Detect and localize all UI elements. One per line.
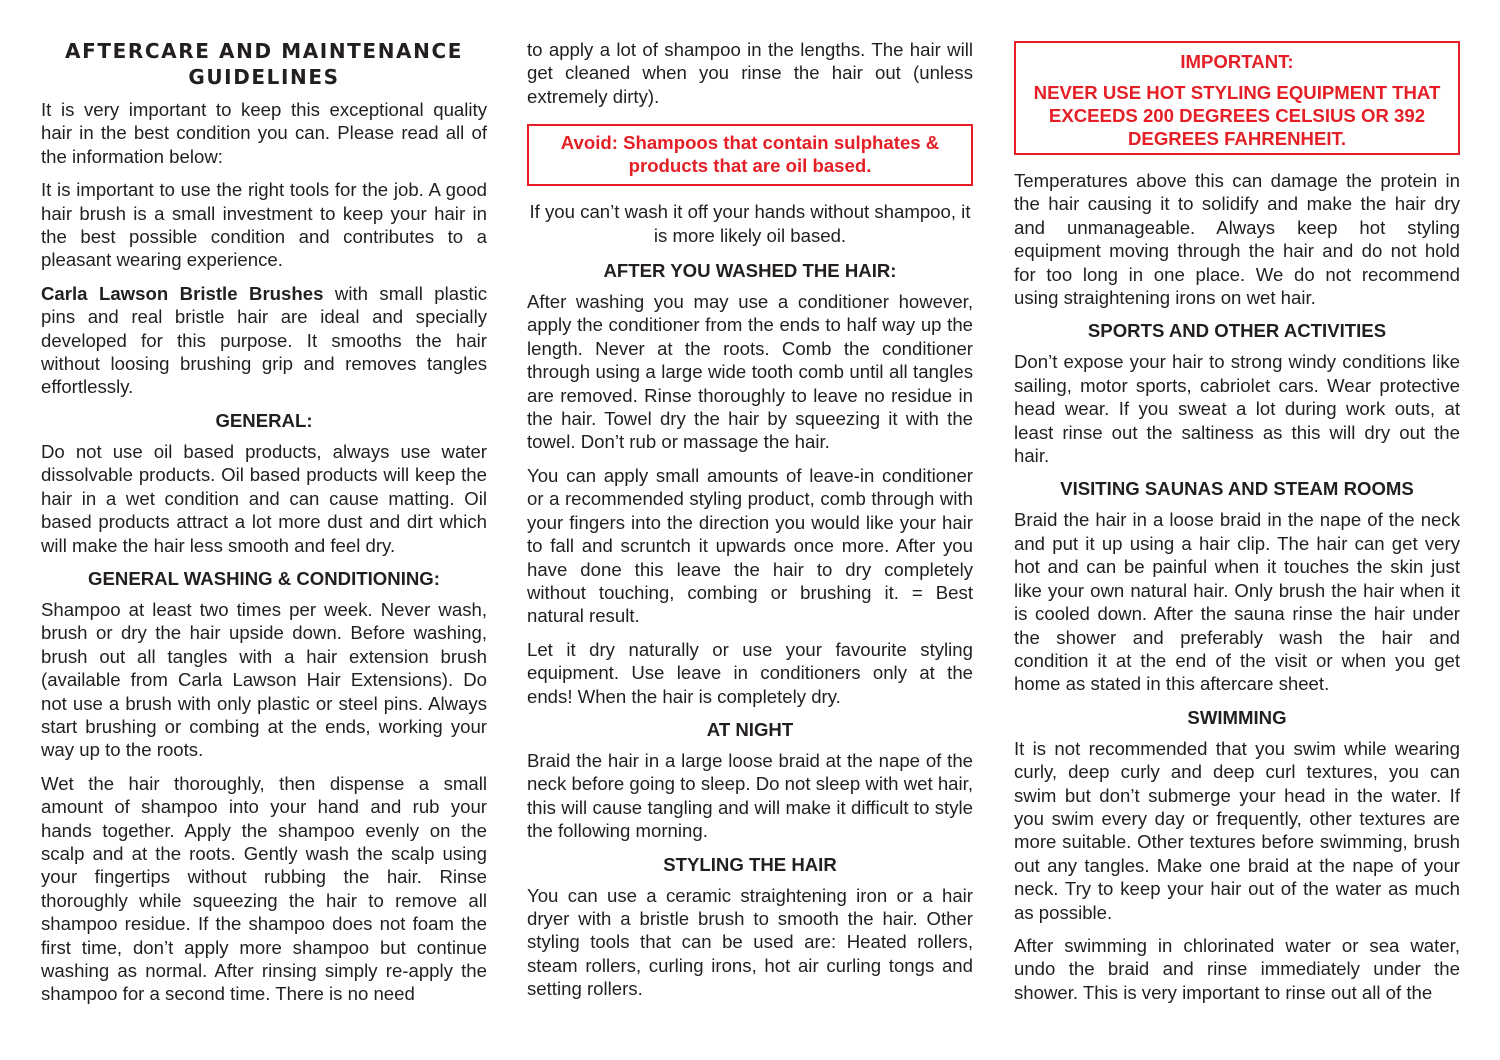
washing-paragraph: Shampoo at least two times per week. Never wash, brush or dry the hair upside down. Before washing, brush out all tangles with a hair extension brush (available from Carla Lawson Hair Extensions). Do not use a brush with only plastic or steel pins. Always start brushing or combing at the ends, working your way up to the roots.	[41, 598, 487, 761]
sauna-paragraph: Braid the hair in a loose braid in the nape of the neck and put it up using a hair clip. The hair can get very hot and can be painful when it touches the skin just like your own natural hair. Only brush the hair when it is cooled down. After the sauna rinse the hair under the shower and preferably wash the hair and condition it at the end of the visit or when you get home as stated in this aftercare sheet.	[1014, 509, 1460, 695]
sports-paragraph: Don’t expose your hair to strong windy conditions like sailing, motor sports, cabriolet cars. Wear protective head wear. If you sweat a lot during work outs, at least rinse out the saltiness as this will dry out the hair.	[1014, 351, 1460, 467]
sports-heading: SPORTS AND OTHER ACTIVITIES	[1087, 320, 1387, 342]
important-warning-box	[1014, 41, 1460, 155]
after-swim-paragraph: After swimming in chlorinated water or sea water, undo the braid and rinse immediately under the shower. This is very important to rinse out all of the	[1014, 934, 1460, 1003]
at-night-paragraph: Braid the hair in a large loose braid at the nape of the neck before going to sleep. Do not sleep with wet hair, this will cause tangling and will make it difficult to style the following morning.	[527, 749, 973, 842]
avoid-warning-box: Avoid: Shampoos that contain sulphates & products that are oil based.	[527, 124, 973, 186]
brushes-description: with small plastic pins and real bristle hair are ideal and specially developed for this purpose. It smooths the hair without loosing brushing grip and removes tangles effortlessly.	[41, 282, 487, 398]
sauna-heading: VISITING SAUNAS AND STEAM ROOMS	[1060, 478, 1414, 500]
column-3	[1014, 41, 1460, 1014]
leave-in-paragraph: You can apply small amounts of leave-in conditioner or a recommended styling product, comb through with your fingers into the direction you would like your hair to fall and scruntch it upwards once more. After you have done this leave the hair to dry completely without touching, combing or brushing it. = Best natural result.	[527, 464, 973, 627]
washing-heading: GENERAL WASHING & CONDITIONING:	[88, 567, 440, 589]
page-title: AFTERCARE AND MAINTENANCE GUIDELINES	[65, 39, 463, 89]
shampoo-continued-paragraph: to apply a lot of shampoo in the lengths. The hair will get cleaned when you rinse the hair out (unless extremely dirty).	[527, 39, 973, 107]
styling-heading: STYLING THE HAIR	[663, 853, 837, 875]
styling-paragraph: You can use a ceramic straightening iron or a hair dryer with a bristle brush to smooth the hair. Other styling tools that can be used are: Heated rollers, steam rollers, curling irons, hot air curling tongs and setting rollers.	[527, 884, 973, 1000]
general-heading: GENERAL:	[215, 409, 313, 431]
important-text: NEVER USE HOT STYLING EQUIPMENT THAT EXCEEDS 200 DEGREES CELSIUS OR 392 DEGREES FAHRENHEIT.	[1033, 82, 1441, 149]
temperature-paragraph: Temperatures above this can damage the protein in the hair causing it to solidify and make the hair dry and unmanageable. Always keep hot styling equipment moving through the hair and do not hold for too long in one place. We do not recommend using straightening irons on wet hair.	[1014, 170, 1460, 309]
wet-hair-paragraph: Wet the hair thoroughly, then dispense a small amount of shampoo into your hand and rub your hands together. Apply the shampoo evenly on the scalp and at the roots. Gently wash the scalp using your fingertips without rubbing the hair. Rinse thoroughly while squeezing the hair to remove all shampoo residue. If the shampoo does not foam the first time, don’t apply more shampoo but continue washing as normal. After rinsing simply re-apply the shampoo for a second time. There is no need	[41, 772, 487, 1005]
intro-paragraph: It is very important to keep this exceptional quality hair in the best condition you can. Please read all of the information below:	[41, 99, 487, 167]
drying-paragraph: Let it dry naturally or use your favourite styling equipment. Use leave in conditioners only at the ends! When the hair is completely dry.	[527, 638, 973, 707]
column-2	[527, 38, 973, 1011]
swimming-heading: SWIMMING	[1187, 706, 1287, 728]
column-1	[41, 38, 487, 1016]
after-washing-heading: AFTER YOU WASHED THE HAIR:	[603, 260, 897, 282]
brushes-brand-name: Carla Lawson Bristle Brushes	[41, 282, 324, 304]
after-washing-paragraph: After washing you may use a conditioner however, apply the conditioner from the ends to half way up the length. Never at the roots. Comb the conditioner through using a large wide tooth comb until all tangles are removed. Rinse thoroughly to leave no residue in the hair. Towel dry the hair by squeezing it with the towel. Don’t rub or massage the hair.	[527, 291, 973, 453]
general-paragraph: Do not use oil based products, always use water dissolvable products. Oil based products will keep the hair in a wet condition and can cause matting. Oil based products attract a lot more dust and dirt which will make the hair less smooth and feel dry.	[41, 440, 487, 556]
tools-paragraph: It is important to use the right tools for the job. A good hair brush is a small investment to keep your hair in the best possible condition and contributes to a pleasant wearing experience.	[41, 179, 487, 271]
oil-note-paragraph: If you can’t wash it off your hands without shampoo, it is more likely oil based.	[529, 201, 971, 246]
at-night-heading: AT NIGHT	[706, 718, 794, 740]
brushes-paragraph	[41, 282, 487, 399]
swimming-paragraph: It is not recommended that you swim while wearing curly, deep curly and deep curl textures, you can swim but don’t submerge your head in the water. If you swim every day or frequently, other textures are more suitable. Other textures before swimming, brush out any tangles. Make one braid at the nape of your neck. Try to keep your hair out of the water as much as possible.	[1014, 737, 1460, 923]
important-title: IMPORTANT:	[1180, 51, 1294, 72]
